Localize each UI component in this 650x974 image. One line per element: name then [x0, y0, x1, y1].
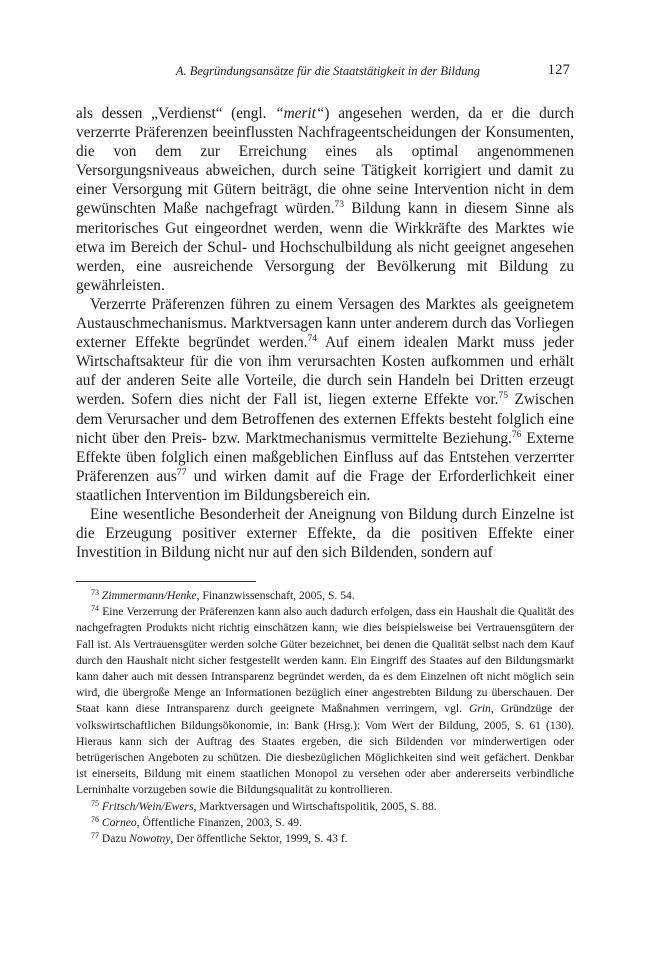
footnote-number: 74 [91, 604, 99, 614]
footnote-text: , Der öffentliche Sektor, 1999, S. 43 f. [170, 832, 348, 846]
footnotes [76, 588, 574, 847]
footnote-text: Eine Verzerrung der Präferenzen kann also auch dadurch erfolgen, dass ein Haushalt die Qualität des nachgefragten Produkts nicht richtig einschätzen kann, wie dies beispielsweise bei Vertrauensgütern der Fall ist. Als Vertrauensgüter werden solche Güter bezeichnet, bei denen die Qualität selbst nach dem Kauf durch den Haushalt nicht sicher festgestellt werden kann. Ein Eingriff des Staates auf den Bildungsmarkt kann daher auch mit dessen Intransparenz begründet werden, da es dem Einzelnen oft nicht möglich sein wird, die übergroße Menge an Informationen bezüglich einer angestrebten Bildung zu überschauen. Der Staat kann diese Intransparenz durch geeignete Maßnahmen verringern, vgl. [76, 605, 574, 716]
text-span: als dessen „Verdienst“ (engl. [76, 105, 276, 122]
page-number: 127 [547, 62, 570, 78]
footnote-text: , Gründzüge der volkswirtschaftlichen Bildungsökonomie, in: Bank (Hrsg.): Vom Wert der Bildung, 2005, S. 61 (130). Hieraus kann sich der Auftrag des Staates ergeben, die sich Bildenden vor minderwertigen oder betrügerischen Angeboten zu schützen. Die diesbezüglichen Möglichkeiten sind weit gefächert. Denkbar ist einerseits, Bildung mit einem staatlichen Monopol zu versehen oder aber andererseits verbindliche Lerninhalte vorzugeben sowie die Bildungsqualität zu kontrollieren. [76, 702, 574, 797]
paragraph-2 [76, 295, 574, 505]
text-span: ) angesehen werden, da er die durch verzerrte Präferenzen beeinflussten Nachfrageentscheidungen der Konsumenten, die von dem zur Erreichung eines als optimal angenommenen Versorgungsniveaus abweichen, durch seine Tätigkeit korrigiert und damit zu einer Versorgung mit Gütern beiträgt, die ohne seine Intervention nicht in dem gewünschten Maße nachgefragt würden. [76, 105, 574, 218]
emphasis-merit: “merit“ [275, 105, 325, 122]
paragraph-1 [76, 104, 574, 295]
footnote-author: Zimmermann/Henke [101, 589, 197, 602]
text-span: Verzerrte Präferenzen führen zu einem Versagen des Marktes als geeignetem Austauschmechanismus. Marktversagen kann unter anderem durch das Vorliegen externer Effekte begründet werden. [76, 295, 574, 352]
footnote-ref-75[interactable]: 75 [498, 391, 508, 402]
footnote-author: Corneo [101, 815, 137, 829]
footnote-ref-77[interactable]: 77 [176, 467, 187, 478]
paragraph-3: Eine wesentliche Besonderheit der Aneignung von Bildung durch Einzelne ist die Erzeugung positiver externer Effekte, da die positiven Effekte einer Investition in Bildung nicht nur auf den sich Bildenden, sondern auf [76, 505, 574, 562]
text-span: Zwischen dem Verursacher und dem Betroffenen des externen Effekts besteht folglich eine nicht über den Preis- bzw. Marktmechanismus vermittelte Beziehung. [76, 391, 575, 447]
body-text [76, 104, 574, 562]
footnote-author: Nowotny [129, 832, 171, 846]
text-span: Auf einem idealen Markt muss jeder Wirtschaftsakteur für die von ihm verursachten Kosten aufkommen und erhält auf der anderen Seite alle Vorteile, die durch sein Handeln bei Dritten erzeugt werden. Sofern dies nicht der Fall ist, liegen externe Effekte vor. [76, 334, 574, 409]
footnote-ref-74[interactable]: 74 [307, 334, 317, 345]
footnote-76 [76, 815, 574, 831]
text-span: und wirken damit auf die Frage der Erforderlichkeit einer staatlichen Intervention im Bildungsbereich ein. [76, 467, 574, 504]
running-header: A. Begründungsansätze für die Staatstätigkeit in der Bildung [175, 64, 480, 78]
footnote-number: 73 [91, 588, 99, 597]
footnote-75 [76, 799, 574, 815]
footnote-text: , Marktversagen und Wirtschaftspolitik, 2005, S. 88. [193, 799, 437, 813]
footnote-author: Fritsch/Wein/Ewers [101, 799, 194, 813]
footnote-divider [76, 581, 256, 582]
footnote-ref-76[interactable]: 76 [511, 429, 522, 440]
footnote-73 [76, 588, 574, 604]
footnote-number: 77 [91, 831, 99, 841]
footnote-74 [76, 604, 574, 798]
footnote-text: Dazu [99, 832, 130, 846]
footnote-author: Grin [468, 702, 491, 716]
footnote-77 [76, 831, 574, 847]
footnote-text: , Öffentliche Finanzen, 2003, S. 49. [136, 815, 302, 829]
footnote-text: , Finanzwissenschaft, 2005, S. 54. [196, 589, 355, 602]
footnote-number: 75 [91, 798, 99, 808]
footnote-ref-73[interactable]: 73 [334, 200, 345, 211]
text-span: Bildung kann in diesem Sinne als meritorisches Gut eingeordnet werden, wenn die Wirkkräfte des Marktes wie etwa im Bereich der Schul- und Hochschulbildung als nicht geeignet angesehen werden, eine ausreichende Versorgung der Bevölkerung mit Bildung zu gewährleisten. [76, 200, 574, 294]
footnote-number: 76 [91, 814, 99, 824]
text-span: Externe Effekte üben folglich einen maßgeblichen Einfluss auf das Entstehen verzerrter Präferenzen aus [76, 429, 574, 485]
